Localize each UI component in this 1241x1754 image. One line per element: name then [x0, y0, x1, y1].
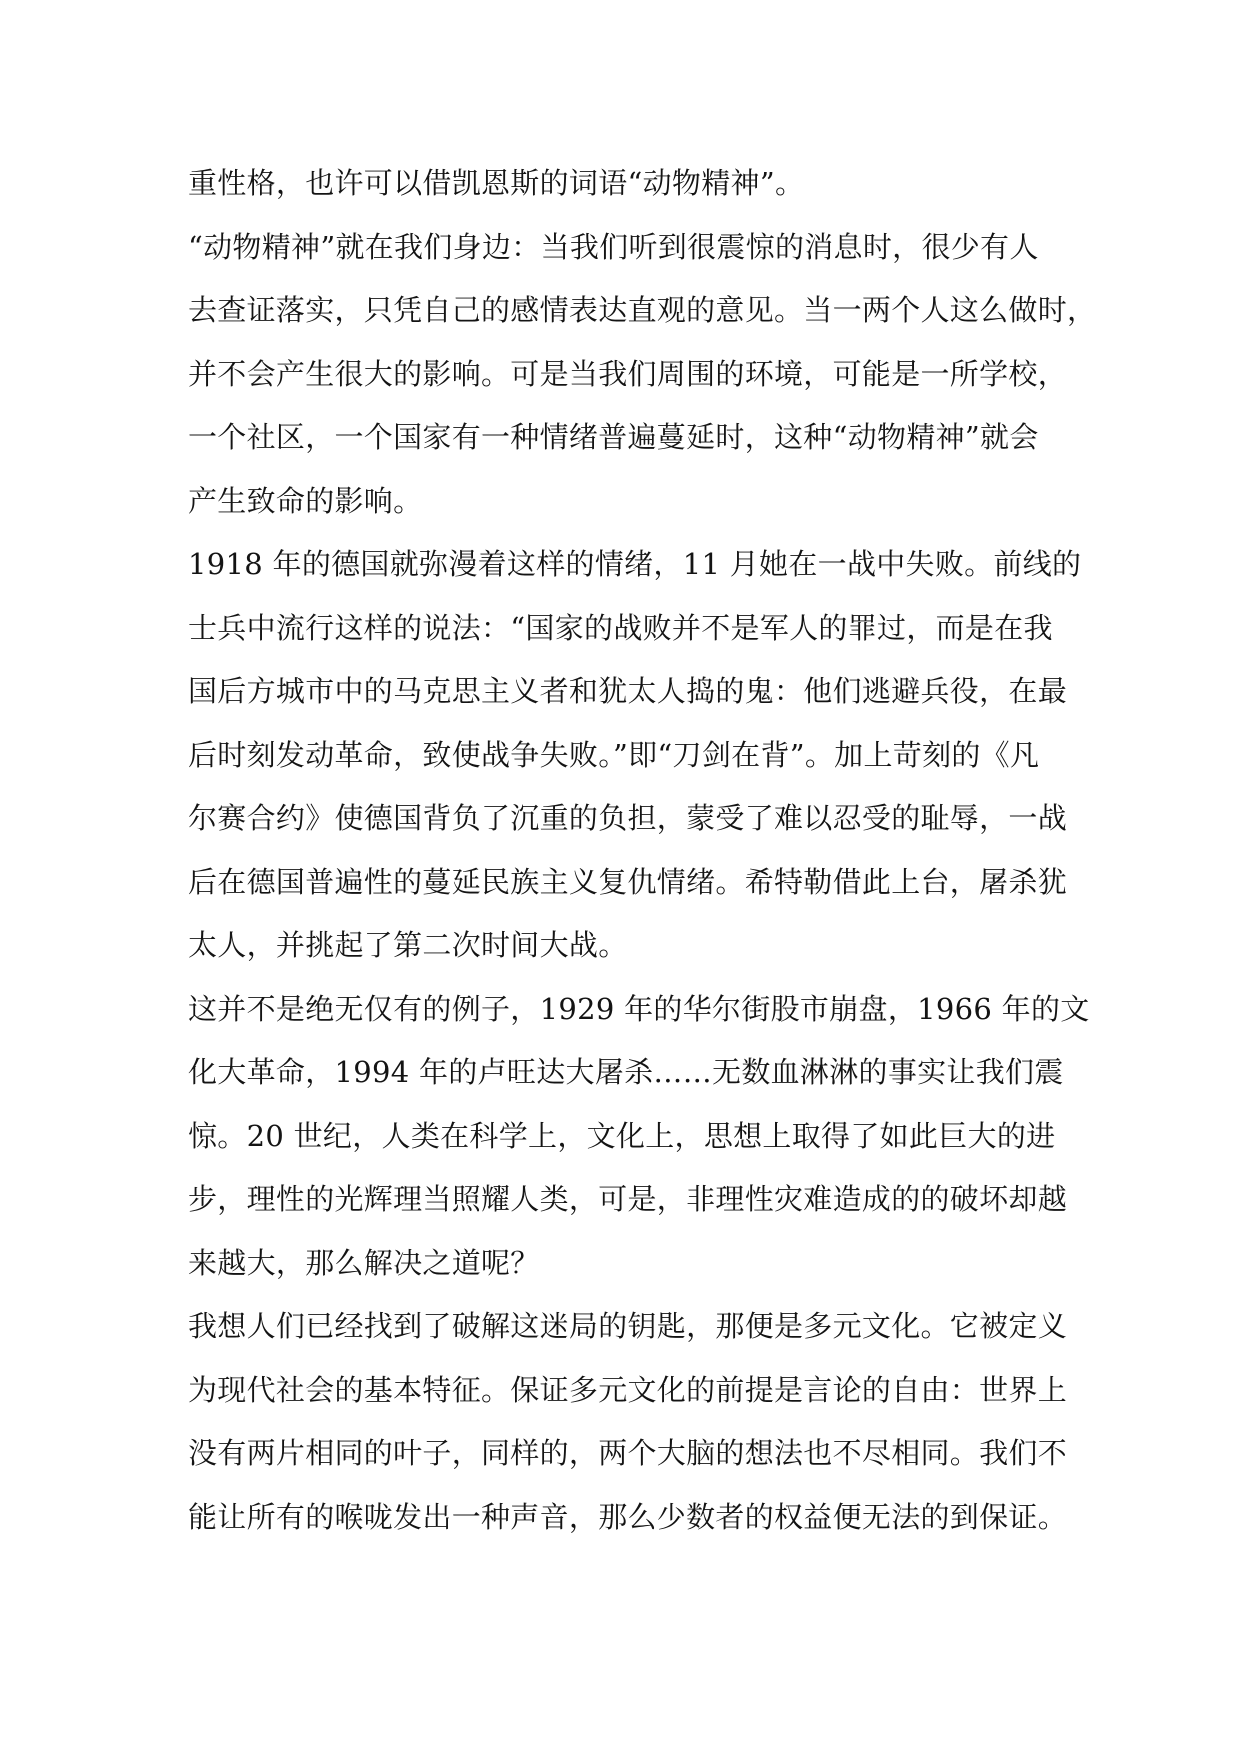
text-line: 国后方城市中的马克思主义者和犹太人捣的鬼：他们逃避兵役，在最 [188, 674, 1068, 708]
text-line: 我想人们已经找到了破解这迷局的钥匙，那便是多元文化。它被定义 [188, 1309, 1068, 1343]
text-line: 这并不是绝无仅有的例子，1929 年的华尔街股市崩盘，1966 年的文 [188, 991, 1090, 1026]
text-line: “动物精神”就在我们身边：当我们听到很震惊的消息时，很少有人 [188, 229, 1039, 264]
text-line: 一个社区，一个国家有一种情绪普遍蔓延时，这种“动物精神”就会 [188, 420, 1039, 454]
text-line: 后时刻发动革命，致使战争失败。”即“刀剑在背”。加上苛刻的《凡 [188, 737, 1040, 772]
document-body [188, 152, 1097, 1549]
text-line: 1918 年的德国就弥漫着这样的情绪，11 月她在一战中失败。前线的 [188, 547, 1082, 581]
text-line: 步，理性的光辉理当照耀人类，可是，非理性灾难造成的的破坏却越 [188, 1182, 1068, 1216]
text-line: 尔赛合约》使德国背负了沉重的负担，蒙受了难以忍受的耻辱，一战 [188, 801, 1068, 835]
text-line: 没有两片相同的叶子，同样的，两个大脑的想法也不尽相同。我们不 [188, 1436, 1068, 1470]
text-line: 并不会产生很大的影响。可是当我们周围的环境，可能是一所学校， [188, 356, 1068, 391]
text-line: 来越大，那么解决之道呢？ [188, 1245, 540, 1280]
text-line: 化大革命，1994 年的卢旺达大屠杀……无数血淋淋的事实让我们震 [188, 1055, 1064, 1089]
text-line: 能让所有的喉咙发出一种声音，那么少数者的权益便无法的到保证。 [188, 1499, 1068, 1534]
text-line: 为现代社会的基本特征。保证多元文化的前提是言论的自由：世界上 [188, 1372, 1068, 1407]
text-line: 去查证落实，只凭自己的感情表达直观的意见。当一两个人这么做时， [188, 293, 1097, 327]
text-line: 惊。20 世纪，人类在科学上，文化上，思想上取得了如此巨大的进 [188, 1118, 1056, 1153]
text-line: 太人，并挑起了第二次时间大战。 [188, 928, 628, 962]
text-line: 产生致命的影响。 [188, 483, 423, 518]
text-line: 后在德国普遍性的蔓延民族主义复仇情绪。希特勒借此上台，屠杀犹 [188, 864, 1068, 899]
text-line: 重性格，也许可以借凯恩斯的词语“动物精神”。 [188, 166, 805, 200]
text-line: 士兵中流行这样的说法：“国家的战败并不是军人的罪过，而是在我 [188, 610, 1053, 645]
